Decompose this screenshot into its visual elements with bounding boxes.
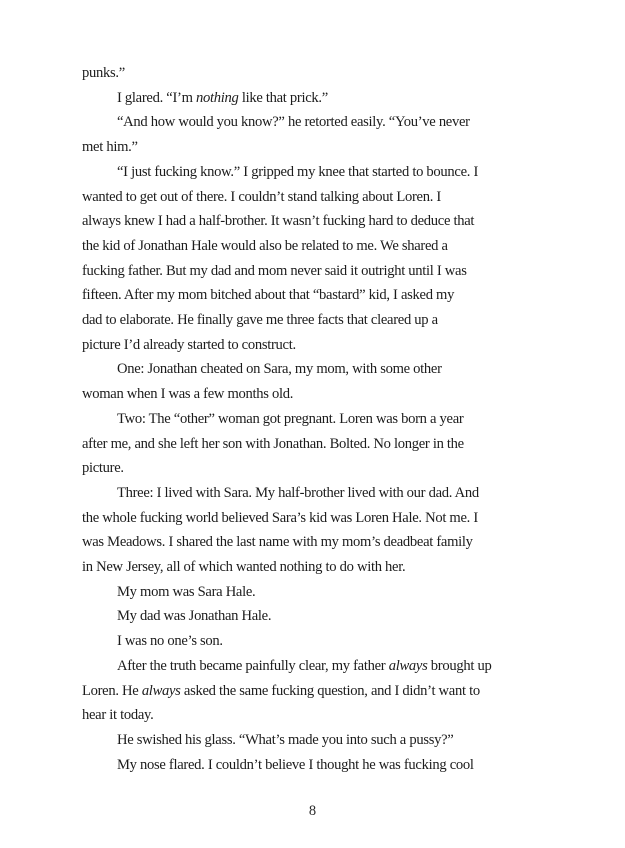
body-text: Loren. He <box>82 682 142 699</box>
body-text: “And how would you know?” he retorted easily. “You’ve never <box>117 114 470 131</box>
body-text: My mom was Sara Hale. <box>117 583 256 600</box>
body-text: hear it today. <box>82 707 154 724</box>
page-number: 8 <box>308 803 317 819</box>
text-line <box>82 407 545 432</box>
text-line <box>82 283 545 308</box>
page-text <box>82 61 545 777</box>
emphasized-text: always <box>141 682 181 699</box>
text-line <box>82 456 545 481</box>
body-text: My dad was Jonathan Hale. <box>117 608 272 625</box>
text-line <box>82 679 545 704</box>
body-text: fifteen. After my mom bitched about that “bastard” kid, I asked my <box>82 287 455 304</box>
body-text: dad to elaborate. He finally gave me three facts that cleared up a <box>82 312 438 329</box>
body-text: picture I’d already started to construct. <box>82 336 296 353</box>
text-line <box>82 259 545 284</box>
body-text: My nose flared. I couldn’t believe I thought he was fucking cool <box>117 756 474 773</box>
text-line <box>82 728 545 753</box>
body-text: woman when I was a few months old. <box>82 386 294 403</box>
text-line <box>82 382 545 407</box>
body-text: After the truth became painfully clear, my father <box>117 657 389 674</box>
body-text: after me, and she left her son with Jonathan. Bolted. No longer in the <box>82 435 464 452</box>
text-line <box>82 308 545 333</box>
text-line <box>82 432 545 457</box>
body-text: I was no one’s son. <box>117 633 223 650</box>
emphasized-text: always <box>388 657 428 674</box>
body-text: in New Jersey, all of which wanted nothing to do with her. <box>82 559 406 576</box>
body-text: “I just fucking know.” I gripped my knee that started to bounce. I <box>117 163 479 180</box>
text-line <box>82 234 545 259</box>
body-text: the kid of Jonathan Hale would also be related to me. We shared a <box>82 237 448 254</box>
body-text: always knew I had a half-brother. It wasn’t fucking hard to deduce that <box>82 213 475 230</box>
body-text: fucking father. But my dad and mom never said it outright until I was <box>82 262 467 279</box>
body-text: asked the same fucking question, and I didn’t want to <box>180 682 480 699</box>
body-text: punks.” <box>82 65 125 81</box>
text-line <box>82 506 545 531</box>
text-line <box>82 629 545 654</box>
text-line <box>82 703 545 728</box>
text-line <box>82 160 545 185</box>
text-line <box>82 580 545 605</box>
body-text: brought up <box>427 657 492 674</box>
text-line <box>82 61 545 86</box>
text-line <box>82 654 545 679</box>
text-line <box>82 357 545 382</box>
text-line <box>82 209 545 234</box>
text-line <box>82 481 545 506</box>
text-line <box>82 530 545 555</box>
body-text: One: Jonathan cheated on Sara, my mom, with some other <box>117 361 442 378</box>
text-line <box>82 555 545 580</box>
body-text: the whole fucking world believed Sara’s kid was Loren Hale. Not me. I <box>82 509 478 526</box>
body-text: Three: I lived with Sara. My half-brother lived with our dad. And <box>117 484 479 501</box>
text-line <box>82 135 545 160</box>
body-text: wanted to get out of there. I couldn’t stand talking about Loren. I <box>82 188 441 205</box>
body-text: picture. <box>82 460 124 477</box>
body-text: like that prick.” <box>238 89 328 106</box>
text-line <box>82 185 545 210</box>
body-text: I glared. “I’m <box>117 89 196 106</box>
emphasized-text: nothing <box>195 89 239 106</box>
text-line <box>82 604 545 629</box>
body-text: was Meadows. I shared the last name with my mom’s deadbeat family <box>82 534 473 551</box>
text-line <box>82 333 545 358</box>
body-text: He swished his glass. “What’s made you into such a pussy?” <box>117 731 454 748</box>
body-text: Two: The “other” woman got pregnant. Loren was born a year <box>117 410 464 427</box>
body-text: met him.” <box>82 139 138 156</box>
text-line <box>82 110 545 135</box>
text-line <box>82 86 545 111</box>
text-line <box>82 753 545 778</box>
